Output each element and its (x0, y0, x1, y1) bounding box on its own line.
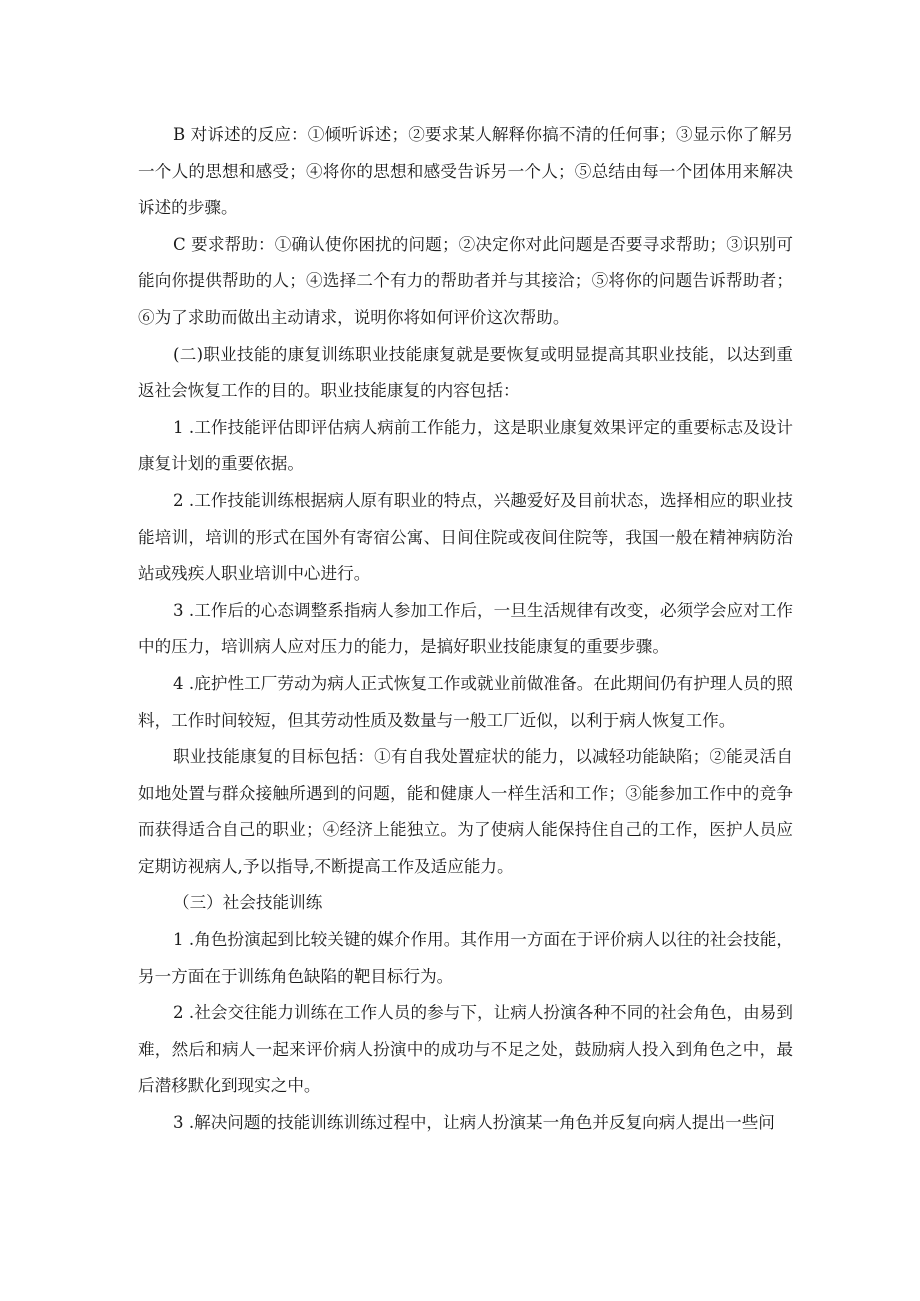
paragraph-role-play: 1 .角色扮演起到比较关键的媒介作用。其作用一方面在于评价病人以往的社会技能，另一方面在于训练角色缺陷的靶目标行为。 (138, 930, 793, 986)
paragraph-social-interaction: 2 .社会交往能力训练在工作人员的参与下，让病人扮演各种不同的社会角色，由易到难，然后和病人一起来评价病人扮演中的成功与不足之处，鼓励病人投入到角色之中，最后潜移默化到现实之中。 (138, 1003, 793, 1096)
document-body (138, 117, 793, 1142)
paragraph-work-skill-assessment: 1 .工作技能评估即评估病人病前工作能力，这是职业康复效果评定的重要标志及设计康复计划的重要依据。 (138, 417, 793, 474)
paragraph-vocational-intro: (二)职业技能的康复训练职业技能康复就是要恢复或明显提高其职业技能，以达到重返社会恢复工作的目的。职业技能康复的内容包括： (138, 344, 793, 401)
paragraph-work-skill-training: 2 .工作技能训练根据病人原有职业的特点，兴趣爱好及目前状态，选择相应的职业技能培训，培训的形式在国外有寄宿公寓、日间住院或夜间住院等，我国一般在精神病防治站或残疾人职业培训中心进行。 (138, 490, 793, 584)
paragraph-vocational-goals: 职业技能康复的目标包括：①有自我处置症状的能力，以减轻功能缺陷；②能灵活自如地处置与群众接触所遇到的问题，能和健康人一样生活和工作；③能参加工作中的竞争而获得适合自己的职业；④经济上能独立。为了使病人能保持住自己的工作，医护人员应定期访视病人,予以指导,不断提高工作及适应能力。 (138, 747, 793, 876)
paragraph-sheltered-workshop: 4 .庇护性工厂劳动为病人正式恢复工作或就业前做准备。在此期间仍有护理人员的照料，工作时间较短，但其劳动性质及数量与一般工厂近似，以利于病人恢复工作。 (138, 673, 793, 730)
paragraph-problem-solving: 3 .解决问题的技能训练训练过程中，让病人扮演某一角色并反复向病人提出一些问 (173, 1113, 775, 1133)
paragraph-asking-help: C 要求帮助：①确认使你困扰的问题；②决定你对此问题是否要寻求帮助；③识别可能向你提供帮助的人；④选择二个有力的帮助者并与其接洽；⑤将你的问题告诉帮助者；⑥为了求助而做出主动请求，说明你将如何评价这次帮助。 (138, 234, 793, 327)
section-heading-social-skills: （三）社会技能训练 (173, 893, 323, 913)
paragraph-complaint-response: B 对诉述的反应：①倾听诉述；②要求某人解释你搞不清的任何事；③显示你了解另一个人的思想和感受；④将你的思想和感受告诉另一个人；⑤总结由每一个团体用来解决诉述的步骤。 (138, 125, 793, 218)
paragraph-post-work-adjustment: 3 .工作后的心态调整系指病人参加工作后，一旦生活规律有改变，必须学会应对工作中的压力，培训病人应对压力的能力，是搞好职业技能康复的重要步骤。 (138, 600, 793, 657)
